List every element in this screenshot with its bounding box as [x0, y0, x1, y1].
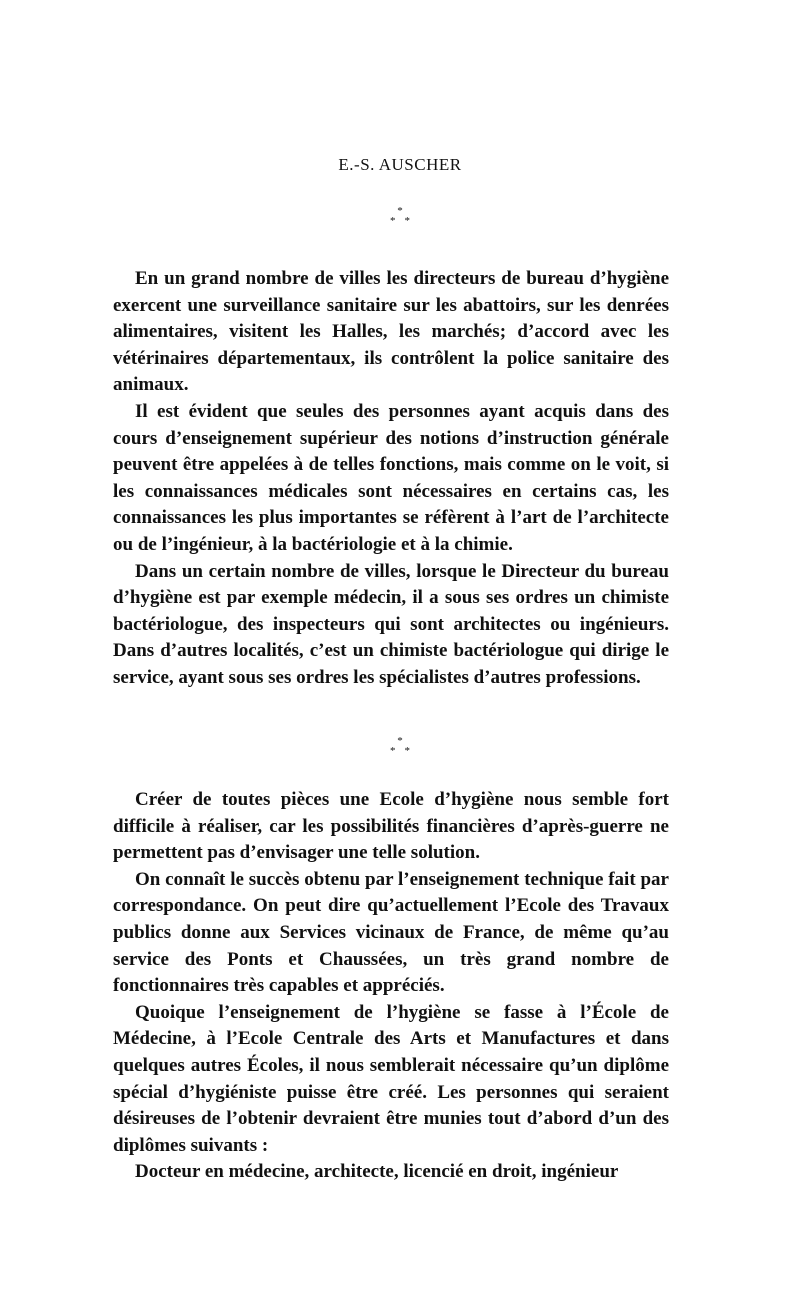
separator-star: *	[404, 215, 419, 227]
separator-star: *	[390, 745, 405, 757]
separator-star: *	[404, 745, 419, 757]
paragraph: Dans un certain nombre de villes, lorsque le Directeur du bureau d’hygiène est par exemple médecin, il a sous ses ordres un chimiste bactériologue, des inspecteurs qui sont architectes ou ingénieurs. Dans d’autres localités, c’est un chimiste bactériologue qui dirige le service, ayant sous ses ordres les spécialistes d’autres professions.	[113, 560, 669, 688]
section-separator	[0, 206, 800, 226]
paragraph: On connaît le succès obtenu par l’enseignement technique fait par correspondance. On peut dire qu’actuellement l’Ecole des Travaux publics donne aux Services vicinaux de France, de même qu’au service des Ponts et Chaussées, un très grand nombre de fonctionnaires très capables et appréciés.	[113, 868, 669, 997]
paragraph: Docteur en médecine, architecte, licencié en droit, ingénieur	[135, 1161, 619, 1183]
separator-stars-pair	[0, 216, 800, 226]
separator-star: *	[397, 205, 403, 217]
paragraph: En un grand nombre de villes les directeurs de bureau d’hygiène exercent une surveillance sanitaire sur les abattoirs, sur les denrées alimentaires, visitent les Halles, les marchés; d’accord avec les vétérinaires départementaux, ils contrôlent la police sanitaire des animaux.	[113, 268, 669, 396]
section-1-text	[113, 266, 669, 692]
section-separator	[0, 736, 800, 756]
separator-star: *	[397, 735, 403, 747]
paragraph: Il est évident que seules des personnes ayant acquis dans des cours d’enseignement supérieur des notions d’instruction générale peuvent être appelées à de telles fonctions, mais comme on le voit, si les connaissances médicales sont nécessaires en certains cas, les connaissances les plus importantes se réfèrent à l’art de l’architecte ou de l’ingénieur, à la bactériologie et à la chimie.	[113, 400, 669, 555]
separator-stars-pair	[0, 746, 800, 756]
paragraph: Créer de toutes pièces une Ecole d’hygiène nous semble fort difficile à réaliser, car les possibilités financières d’après-guerre ne permettent pas d’envisager une telle solution.	[113, 789, 669, 864]
running-head: E.-S. AUSCHER	[338, 155, 462, 174]
section-2-text	[113, 787, 669, 1186]
paragraph: Quoique l’enseignement de l’hygiène se fasse à l’École de Médecine, à l’Ecole Centrale des Arts et Manufactures et dans quelques autres Écoles, il nous semblerait nécessaire qu’un diplôme spécial d’hygiéniste puisse être créé. Les personnes qui seraient désireuses de l’obtenir devraient être munies tout d’abord d’un des diplômes suivants :	[113, 1001, 669, 1156]
separator-star: *	[390, 215, 405, 227]
